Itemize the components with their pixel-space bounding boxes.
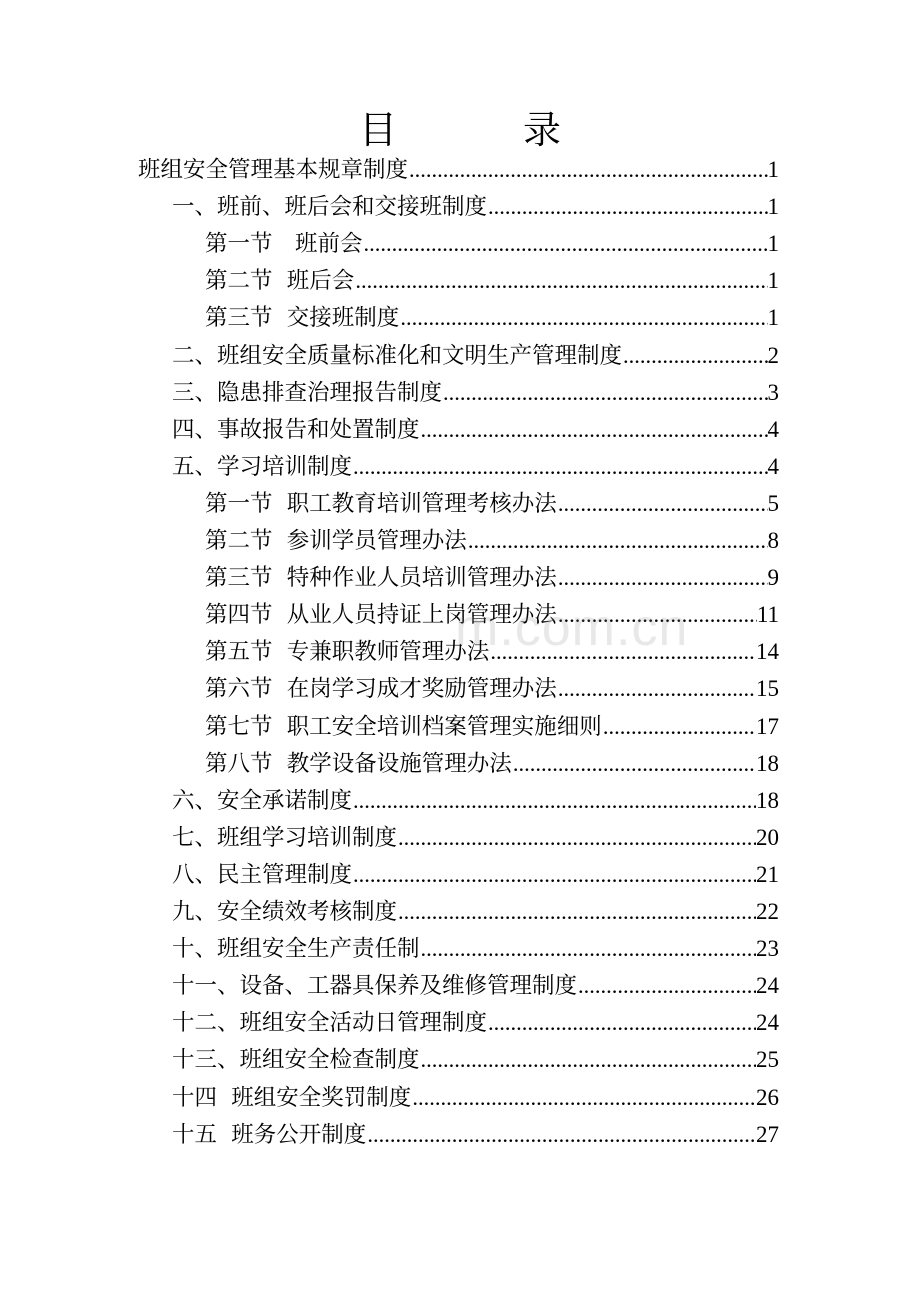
toc-entry[interactable] — [172, 184, 779, 222]
toc-dot-leader — [467, 526, 768, 556]
toc-entry-title: 五、学习培训制度 — [172, 453, 353, 480]
toc-dot-leader — [420, 1045, 756, 1075]
toc-entry[interactable] — [205, 629, 779, 667]
page-title: 目 录 — [358, 108, 605, 152]
toc-entry[interactable] — [138, 147, 779, 185]
toc-entry-page-number: 4 — [767, 416, 779, 442]
toc-entry-title: 四、事故报告和处置制度 — [172, 416, 420, 443]
toc-entry[interactable] — [205, 258, 779, 296]
toc-entry-title: 第四节 从业人员持证上岗管理办法 — [205, 602, 557, 629]
toc-entry[interactable] — [205, 221, 779, 259]
toc-entry-page-number: 8 — [767, 528, 779, 553]
toc-dot-leader — [602, 712, 756, 742]
toc-entry-title: 六、安全承诺制度 — [172, 787, 353, 814]
toc-entry[interactable] — [172, 852, 779, 890]
toc-entry-page-number: 24 — [756, 1010, 779, 1036]
toc-entry-page-number: 5 — [767, 490, 779, 516]
toc-entry-page-number: 24 — [756, 973, 779, 999]
toc-entry[interactable] — [205, 704, 779, 742]
toc-entry-page-number: 11 — [756, 602, 779, 628]
toc-entry-title: 第三节 特种作业人员培训管理办法 — [205, 565, 557, 592]
toc-entry-page-number: 15 — [756, 676, 779, 702]
toc-entry-title: 十二、班组安全活动日管理制度 — [172, 1010, 488, 1037]
toc-entry[interactable] — [205, 592, 779, 630]
toc-entry-title: 一、班前、班后会和交接班制度 — [172, 194, 488, 221]
toc-entry[interactable] — [172, 926, 779, 964]
toc-dot-leader — [352, 786, 756, 816]
toc-entry-title: 第八节 教学设备设施管理办法 — [205, 750, 512, 777]
toc-dot-leader — [557, 600, 757, 630]
toc-dot-leader — [411, 1083, 756, 1113]
toc-dot-leader — [557, 674, 756, 704]
toc-dot-leader — [354, 266, 767, 296]
toc-entry[interactable] — [172, 778, 779, 816]
toc-entry-title: 十、班组安全生产责任制 — [172, 936, 420, 963]
toc-dot-leader — [442, 378, 767, 408]
toc-entry[interactable] — [205, 741, 779, 779]
toc-entry-title: 第一节 职工教育培训管理考核办法 — [205, 490, 557, 517]
toc-entry-page-number: 1 — [767, 194, 779, 220]
toc-entry-page-number: 23 — [756, 936, 779, 962]
toc-entry[interactable] — [172, 1000, 779, 1038]
toc-entry-page-number: 27 — [756, 1121, 779, 1147]
toc-entry-title: 十三、班组安全检查制度 — [172, 1047, 420, 1074]
toc-entry[interactable] — [172, 370, 779, 408]
toc-entry-title: 第三节 交接班制度 — [205, 305, 400, 332]
toc-entry[interactable] — [172, 333, 779, 371]
toc-entry-page-number: 9 — [767, 565, 779, 591]
watermark: m.com.cn — [455, 599, 689, 657]
toc-entry-title: 八、民主管理制度 — [172, 861, 353, 888]
toc-dot-leader — [352, 452, 767, 482]
toc-entry-title: 第六节 在岗学习成才奖励管理办法 — [205, 676, 557, 703]
toc-dot-leader — [397, 897, 756, 927]
toc-entry-title: 三、隐患排查治理报告制度 — [172, 379, 443, 406]
toc-entry-page-number: 1 — [767, 157, 779, 182]
toc-entry-page-number: 17 — [756, 713, 779, 739]
toc-entry-title: 第一节 班前会 — [205, 231, 363, 258]
toc-entry[interactable] — [205, 481, 779, 519]
toc-entry-page-number: 26 — [756, 1084, 779, 1110]
toc-entry[interactable] — [172, 815, 779, 853]
toc-dot-leader — [577, 971, 756, 1001]
toc-entry-title: 七、班组学习培训制度 — [172, 824, 398, 851]
toc-dot-leader — [352, 860, 756, 890]
toc-entry-page-number: 2 — [767, 342, 779, 368]
toc-entry-page-number: 3 — [767, 379, 779, 405]
toc-entry-page-number: 20 — [756, 824, 779, 850]
toc-entry[interactable] — [172, 1075, 779, 1113]
toc-entry[interactable] — [205, 295, 779, 333]
toc-dot-leader — [366, 1120, 756, 1150]
toc-entry-title: 班组安全管理基本规章制度 — [138, 157, 409, 183]
toc-entry-title: 第七节 职工安全培训档案管理实施细则 — [205, 713, 602, 740]
toc-dot-leader — [557, 563, 768, 593]
toc-entry-page-number: 21 — [756, 861, 779, 887]
toc-entry-page-number: 18 — [756, 787, 779, 813]
toc-entry-title: 二、班组安全质量标准化和文明生产管理制度 — [172, 342, 623, 369]
toc-entry-title: 十一、设备、工器具保养及维修管理制度 — [172, 973, 578, 1000]
toc-entry[interactable] — [172, 444, 779, 482]
toc-dot-leader — [399, 303, 767, 333]
toc-entry[interactable] — [172, 1112, 779, 1150]
toc-entry[interactable] — [172, 963, 779, 1001]
toc-entry-title: 第二节 参训学员管理办法 — [205, 528, 467, 554]
toc-dot-leader — [408, 155, 767, 185]
toc-dot-leader — [420, 415, 768, 445]
toc-entry-page-number: 22 — [756, 899, 779, 924]
toc-dot-leader — [489, 637, 756, 667]
toc-entry-page-number: 18 — [756, 750, 779, 776]
toc-entry-title: 十四 班组安全奖罚制度 — [172, 1084, 412, 1111]
toc-entry[interactable] — [172, 1037, 779, 1075]
toc-dot-leader — [397, 823, 756, 853]
toc-entry-title: 第二节 班后会 — [205, 268, 355, 295]
toc-dot-leader — [622, 341, 767, 371]
toc-dot-leader — [487, 1008, 756, 1038]
toc-entry-page-number: 1 — [767, 268, 779, 294]
toc-entry-page-number: 25 — [756, 1047, 779, 1073]
toc-dot-leader — [487, 192, 767, 222]
toc-entry[interactable] — [172, 407, 779, 445]
toc-dot-leader — [512, 749, 756, 779]
toc-entry-page-number: 1 — [767, 305, 779, 331]
toc-entry-title: 第五节 专兼职教师管理办法 — [205, 639, 490, 666]
toc-dot-leader — [363, 229, 768, 259]
toc-entry[interactable] — [205, 666, 779, 704]
toc-entry[interactable] — [205, 555, 779, 593]
toc-entry-title: 九、安全绩效考核制度 — [172, 899, 398, 925]
toc-entry[interactable] — [205, 518, 779, 556]
toc-entry-title: 十五 班务公开制度 — [172, 1121, 367, 1148]
toc-entry-page-number: 14 — [756, 639, 779, 665]
toc-dot-leader — [557, 489, 768, 519]
toc-entry-page-number: 4 — [767, 453, 779, 479]
toc-entry[interactable] — [172, 889, 779, 927]
toc-dot-leader — [420, 934, 756, 964]
toc-entry-page-number: 1 — [767, 231, 779, 257]
